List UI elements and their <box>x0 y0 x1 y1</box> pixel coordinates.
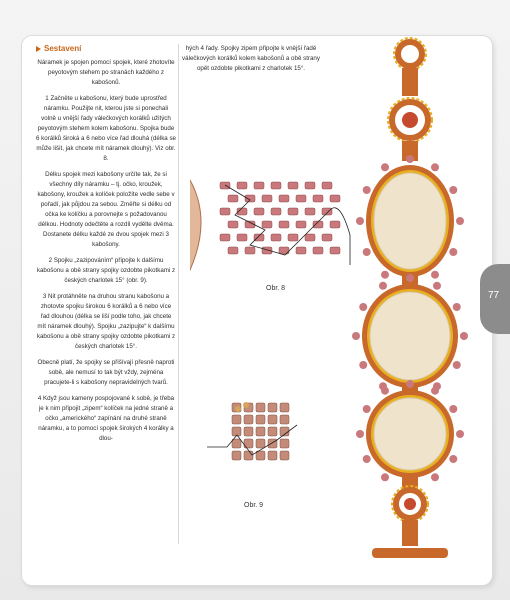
text-column-left <box>36 44 176 450</box>
bead <box>296 221 306 228</box>
bead <box>220 208 230 215</box>
bead <box>244 451 253 460</box>
pearl <box>460 332 468 340</box>
cabochon-bottom <box>374 398 446 470</box>
pearl <box>363 455 371 463</box>
bead <box>288 208 298 215</box>
pearl <box>456 430 464 438</box>
cabochon-edge <box>190 180 201 270</box>
page-number: 77 <box>488 290 500 301</box>
connector <box>402 520 418 546</box>
pearl <box>453 361 461 369</box>
bead <box>256 427 265 436</box>
accent-bead <box>402 112 418 128</box>
figure-9-diagram <box>202 395 322 495</box>
pearl <box>379 282 387 290</box>
paragraph: hých 4 řady. Spojky zipem připojte k vnější řadě válečkových korálků kolem kabošonů a obě strany opět ozdobte pikotkami z charlotek 15°. <box>182 45 320 72</box>
bead <box>268 427 277 436</box>
bead <box>280 415 289 424</box>
bead <box>262 195 272 202</box>
clasp-ring-top <box>398 42 422 66</box>
bead <box>288 234 298 241</box>
pearl <box>406 274 414 282</box>
paragraph: 3 Nit protáhněte na druhou stranu kabošonu a zhotovte spojku širokou 6 korálků a 6 nebo více řad dlouhou (délka se liší podle toho, jak chcete mít náramek dlouhý). Spojku „zazipujte“ k dalšímu kabošonu a obě strany spojky ozdobte pikotkami z českých charlotek 15°. <box>36 293 176 350</box>
picot-bead <box>243 402 249 408</box>
bead <box>271 208 281 215</box>
pearl <box>363 248 371 256</box>
section-heading <box>36 44 176 54</box>
bead <box>296 195 306 202</box>
pearl <box>356 217 364 225</box>
pearl <box>431 387 439 395</box>
bracelet-photo <box>330 36 480 586</box>
bead <box>268 451 277 460</box>
bead <box>254 208 264 215</box>
cabochon-top <box>374 173 446 269</box>
bead <box>280 451 289 460</box>
pearl <box>456 217 464 225</box>
toggle-bar <box>372 548 448 558</box>
picot-bead <box>235 406 241 412</box>
figure-9-caption: Obr. 9 <box>244 502 264 509</box>
bead <box>237 234 247 241</box>
bead <box>305 182 315 189</box>
pearl <box>453 303 461 311</box>
bead <box>313 195 323 202</box>
pearl <box>431 163 439 171</box>
paragraph: 1 Začněte u kabošonu, který bude uprostřed náramku. Použijte nit, kterou jste si ponechali volně u vnější řady válečkových korálků užitých peyotovým stehem kolem kabošonu. Spojka bude 6 korálků široká a 6 nebo více řad dlouhá (délka se může lišit, jak chcete mít náramek dlouhý). Viz obr. 8. <box>36 95 176 162</box>
bead <box>232 439 241 448</box>
column-divider <box>178 44 179 544</box>
bead <box>232 451 241 460</box>
bead <box>280 439 289 448</box>
pearl <box>406 155 414 163</box>
pearl <box>433 282 441 290</box>
pearl <box>449 405 457 413</box>
pearl <box>356 430 364 438</box>
connector <box>402 68 418 96</box>
bead <box>271 234 281 241</box>
pearl <box>352 332 360 340</box>
paragraph: 2 Spojku „zazipováním“ připojte k dalšímu kabošonu a obě strany spojky ozdobte pikotkami z českých charlotek 15° (obr. 9). <box>36 257 176 284</box>
section-heading-text: Sestavení <box>44 44 82 53</box>
triangle-bullet-icon <box>36 46 41 52</box>
bead <box>244 415 253 424</box>
text-column-middle <box>181 44 321 80</box>
bead <box>228 221 238 228</box>
pearl <box>359 361 367 369</box>
bead <box>254 182 264 189</box>
pearl <box>363 186 371 194</box>
pearl <box>363 405 371 413</box>
pearl <box>449 186 457 194</box>
paragraph: Obecně platí, že spojky se přišívají přesně naproti sobě, ale nemusí to tak být vždy, zejména pracujete-li s kabošony nepravidelných tvarů. <box>37 359 175 386</box>
bead <box>271 182 281 189</box>
pearl <box>406 380 414 388</box>
bead <box>313 247 323 254</box>
pearl <box>449 455 457 463</box>
bead <box>237 182 247 189</box>
accent-bead <box>404 498 416 510</box>
bead <box>268 415 277 424</box>
pearl <box>381 473 389 481</box>
pearl <box>431 473 439 481</box>
bead <box>305 234 315 241</box>
paragraph: 4 Když jsou kameny pospojované k sobě, je třeba je k nim připojit „zipem“ kolíček na jedné straně a očko „amerického“ zapínání na druhé straně náramku, a to pomocí spojek širokých 4 korálky a dlou- <box>37 395 175 442</box>
bead <box>288 182 298 189</box>
bead <box>296 247 306 254</box>
bead <box>232 415 241 424</box>
paragraph: Délku spojek mezi kabošony určíte tak, že si všechny díly náramku – tj. očko, kroužek, kabošony, kroužek a kolíček položíte vedle sebe v pořadí, jak půjdou za sebou. Změřte si délku od očka ke kolíčku a porovnejte s požadovanou délkou. Hodnoty odečtěte a rozdíl vydělte dvěma. Dostanete délku každé ze dvou spojek mezi 3 kabošony. <box>37 171 175 248</box>
pearl <box>381 387 389 395</box>
bead <box>220 234 230 241</box>
bead <box>256 403 265 412</box>
bead <box>256 451 265 460</box>
bead <box>280 403 289 412</box>
pearl <box>431 271 439 279</box>
bead <box>220 182 230 189</box>
bead <box>279 221 289 228</box>
page-number-tab <box>480 264 510 334</box>
bead <box>256 439 265 448</box>
bead <box>244 427 253 436</box>
bead <box>305 208 315 215</box>
bead <box>279 195 289 202</box>
bead <box>232 427 241 436</box>
figure-8-caption: Obr. 8 <box>266 285 286 292</box>
bead <box>268 403 277 412</box>
bead <box>256 415 265 424</box>
bead <box>228 247 238 254</box>
pearl <box>449 248 457 256</box>
bead <box>262 221 272 228</box>
paragraph: Náramek je spojen pomocí spojek, které zhotovíte peyotovým stehem po stranách každého z kabošonů. <box>37 59 175 86</box>
bead <box>245 195 255 202</box>
pearl <box>381 163 389 171</box>
cabochon-middle <box>370 292 450 380</box>
bead <box>228 195 238 202</box>
pearl <box>381 271 389 279</box>
pearl <box>359 303 367 311</box>
bead <box>245 247 255 254</box>
